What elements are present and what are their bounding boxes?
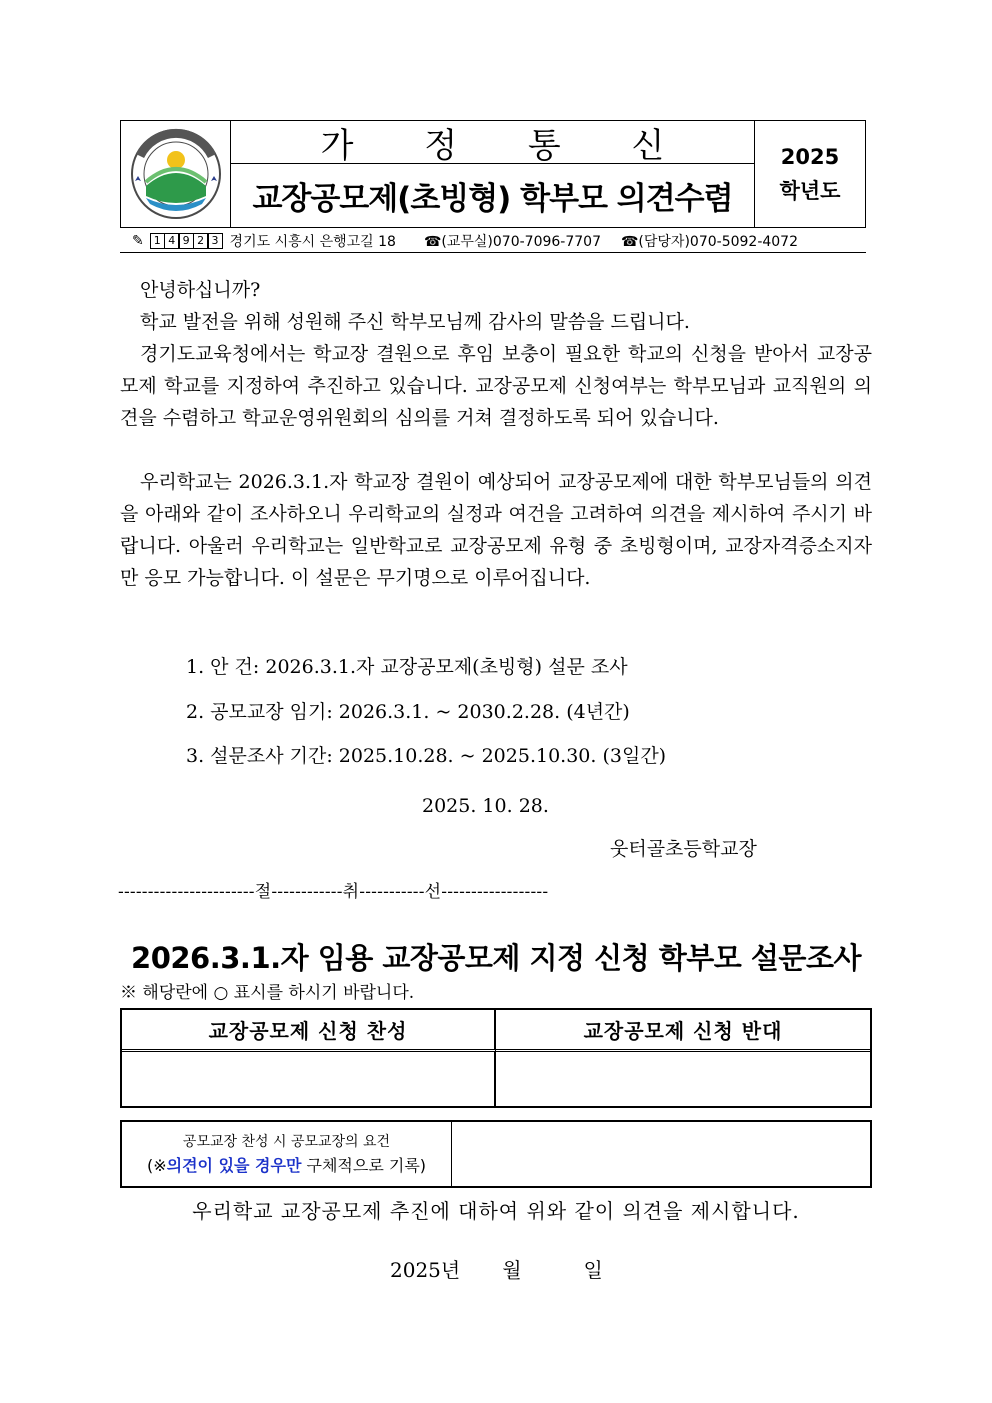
- disagree-answer-cell[interactable]: [496, 1052, 870, 1106]
- requirements-label: [122, 1122, 452, 1186]
- sign-day: 일: [583, 1258, 603, 1282]
- notice-date: 2025. 10. 28.: [422, 795, 549, 817]
- office-phone: ☎(교무실)070-7096-7707: [423, 233, 601, 250]
- sign-year: 2025년: [390, 1258, 461, 1282]
- title-cell: [231, 121, 755, 227]
- sign-month: 월: [502, 1258, 522, 1282]
- item-agenda: 1. 안 건: 2026.3.1.자 교장공모제(초빙형) 설문 조사: [186, 656, 628, 678]
- logo-cell: [121, 121, 231, 227]
- survey-table: [120, 1008, 872, 1108]
- staff-phone: ☎(담당자)070-5092-4072: [620, 233, 799, 250]
- school-year: [755, 121, 865, 227]
- greeting: 안녕하십니까?: [140, 279, 261, 301]
- requirements-label-line1: 공모교장 찬성 시 공모교장의 요건: [182, 1134, 391, 1150]
- req-rest: 구체적으로 기록): [301, 1156, 427, 1175]
- thanks: 학교 발전을 위해 성원해 주신 학부모님께 감사의 말씀을 드립니다.: [140, 311, 690, 333]
- zip-digit: 9: [179, 233, 194, 249]
- paragraph-2: 우리학교는 2026.3.1.자 학교장 결원이 예상되어 교장공모제에 대한 학부모님들의 의견을 아래와 같이 조사하오니 우리학교의 실정과 여건을 고려하여 의견을 제시하여 주시기 바랍니다. 아울러 우리학교는 일반학교로 교장공모제 유형 중 초빙형이며, 교장자격증소지자만 응모 가능합니다. 이 설문은 무기명으로 이루어집니다.: [120, 471, 872, 589]
- req-open: (※: [146, 1156, 167, 1175]
- school-logo: [128, 126, 224, 222]
- zip-digit: 3: [208, 233, 223, 249]
- year-number: 2025: [780, 145, 840, 169]
- address-line: [120, 229, 866, 253]
- survey-title: 2026.3.1.자 임용 교장공모제 지정 신청 학부모 설문조사: [131, 941, 861, 975]
- newsletter-subtitle: 교장공모제(초빙형) 학부모 의견수렴: [252, 181, 733, 217]
- zip-digit: 1: [150, 233, 165, 249]
- cut-line: -----------------------절------------취-----------선------------------: [118, 882, 549, 902]
- closing-statement: 우리학교 교장공모제 추진에 대하여 위와 같이 의견을 제시합니다.: [192, 1199, 800, 1223]
- year-suffix: 학년도: [779, 179, 841, 203]
- zip-digit: 2: [193, 233, 208, 249]
- sign-date: [390, 1254, 603, 1283]
- requirements-table: [120, 1120, 872, 1188]
- item-term: 2. 공모교장 임기: 2026.3.1. ~ 2030.2.28. (4년간): [186, 701, 630, 723]
- zip-code: [150, 232, 218, 249]
- zip-digit: 4: [164, 233, 179, 249]
- pen-icon: ✎: [132, 232, 144, 249]
- principal-signature: 웃터골초등학교장: [610, 838, 757, 860]
- agree-answer-cell[interactable]: [122, 1052, 496, 1106]
- requirements-label-line2: [147, 1154, 426, 1178]
- newsletter-title: 가 정 통 신: [231, 121, 754, 164]
- paragraph-1: 경기도교육청에서는 학교장 결원으로 후임 보충이 필요한 학교의 신청을 받아서 교장공모제 학교를 지정하여 추진하고 있습니다. 교장공모제 신청여부는 학부모님과 교직원의 의견을 수렴하고 학교운영위원회의 심의를 거쳐 결정하도록 되어 있습니다.: [120, 343, 872, 429]
- header-box: [120, 120, 866, 228]
- agree-header: 교장공모제 신청 찬성: [122, 1010, 496, 1052]
- requirements-input-cell[interactable]: [452, 1122, 870, 1186]
- disagree-header: 교장공모제 신청 반대: [496, 1010, 870, 1052]
- survey-note: ※ 해당란에 ○ 표시를 하시기 바랍니다.: [120, 983, 415, 1003]
- item-period: 3. 설문조사 기간: 2025.10.28. ~ 2025.10.30. (3일간): [186, 745, 667, 767]
- street-address: 경기도 시흥시 은행고길 18: [229, 233, 396, 250]
- req-highlight: 의견이 있을 경우만: [166, 1156, 302, 1175]
